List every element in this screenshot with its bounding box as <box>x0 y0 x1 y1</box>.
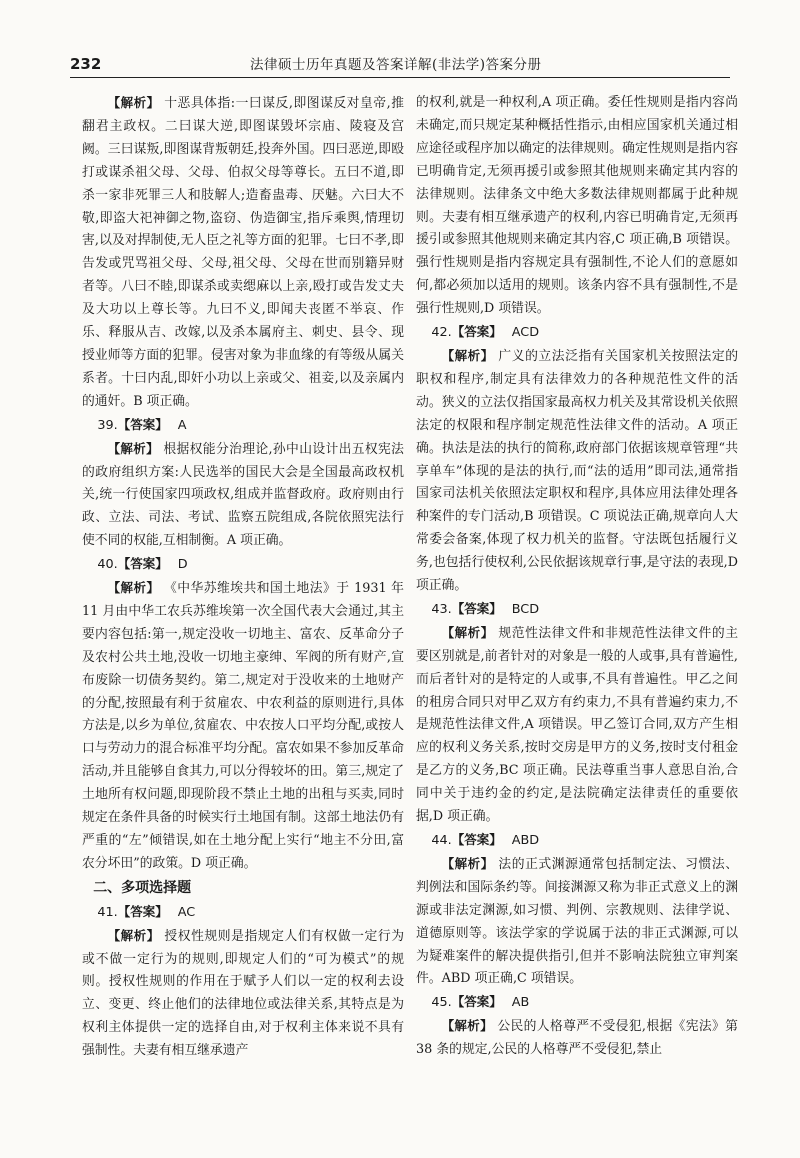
analysis-42-text: 广义的立法泛指有关国家机关按照法定的职权和程序,制定具有法律效力的各种规范性文件的活动。狭义的立法仅指国家最高权力机关及其常设机关依照法定的权限和程序制定规范性法律文件的活动。A 项正确。执法是法的执行的简称,政府部门依据该规章管理“共享单车”体现的是法的执行,而“法的适用”即司法,通常指国家司法机关依照法定职权和程序,具体应用法律处理各种案件的专门活动,B 项错误。C 项说法正确,规章向人大常委会备案,体现了权力机关的监督。守法既包括履行义务,也包括行使权利,公民依据该规章行事,是守法的表现,D 项正确。 <box>416 348 738 594</box>
analysis-label: 【解析】 <box>107 95 160 110</box>
analysis-41 <box>82 925 404 1063</box>
analysis-44-text: 法的正式渊源通常包括制定法、习惯法、判例法和国际条约等。间接渊源又称为非正式意义上的渊源或非法定渊源,如习惯、判例、宗教规则、法律学说、道德原则等。该法学家的学说属于法的非正式渊源,可以为疑难案件的解决提供指引,但并不影响法院独立审判案件。ABD 项正确,C 项错误。 <box>416 856 738 987</box>
question-number: 44. <box>431 833 452 848</box>
analysis-39 <box>82 438 404 554</box>
answer-44 <box>416 829 738 853</box>
left-column <box>82 92 404 1063</box>
answer-43 <box>416 598 738 622</box>
answer-45 <box>416 991 738 1015</box>
page-header <box>70 48 730 78</box>
answer-label: 【答案】 <box>451 600 502 616</box>
answer-value: BCD <box>511 601 540 617</box>
analysis-41-text: 授权性规则是指规定人们有权做一定行为或不做一定行为的规则,即规定人们的“可为模式”的规则。授权性规则的作用在于赋予人们以一定的权利去设立、变更、终止他们的法律地位或法律关系,其特点是为权利主体提供一定的选择自由,对于权利主体来说不具有强制性。夫妻有相互继承遗产 <box>82 928 404 1059</box>
analysis-43-text: 规范性法律文件和非规范性法律文件的主要区别就是,前者针对的对象是一般的人或事,具有普遍性,而后者针对的是特定的人或事,不具有普遍性。甲乙之间的租房合同只对甲乙双方有约束力,不具有普遍约束力,不是规范性法律文件,A 项错误。甲乙签订合同,双方产生相应的权利义务关系,按时交房是甲方的义务,按时支付租金是乙方的义务,BC 项正确。民法尊重当事人意思自治,合同中关于违约金的约定,是法院确定法律责任的重要依据,D 项正确。 <box>416 625 738 825</box>
analysis-41-continued: 的权利,就是一种权利,A 项正确。委任性规则是指内容尚未确定,而只规定某种概括性指示,由相应国家机关通过相应途径或程序加以确定的法律规则。确定性规则是指内容已明确肯定,无须再援引或参照其他规则来确定其内容的法律规则。法律条文中绝大多数法律规则都属于此种规则。夫妻有相互继承遗产的权利,内容已明确肯定,无须再援引或参照其他规则来确定其内容,C 项正确,B 项错误。强行性规则是指内容规定具有强制性,不论人们的意愿如何,都必须加以适用的规则。该条内容不具有强制性,不是强行性规则,D 项错误。 <box>416 95 738 317</box>
analysis-40 <box>82 577 404 876</box>
analysis-38-text: 十恶具体指:一曰谋反,即图谋反对皇帝,推翻君主政权。二曰谋大逆,即图谋毁坏宗庙、陵寝及宫阙。三曰谋叛,即图谋背叛朝廷,投奔外国。四曰恶逆,即殴打或谋杀祖父母、父母、伯叔父母等尊长。五曰不道,即杀一家非死罪三人和肢解人;造畜蛊毒、厌魅。六曰大不敬,即盗大祀神御之物,盗窃、伪造御宝,指斥乘舆,情理切害,以及对捍制使,无人臣之礼等方面的犯罪。七曰不孝,即告发或咒骂祖父母、父母,祖父母、父母在世而别籍异财者等。八曰不睦,即谋杀或卖缌麻以上亲,殴打或告发丈夫及大功以上尊长等。九曰不义,即闻夫丧匿不举哀、作乐、释服从吉、改嫁,以及杀本属府主、刺史、县令、现授业师等方面的犯罪。侵害对象为非血缘的有等级从属关系者。十曰内乱,即奸小功以上亲或父、祖妾,以及亲属内的通奸。B 项正确。 <box>82 96 404 409</box>
analysis-43 <box>416 622 738 829</box>
answer-value: AC <box>177 904 196 920</box>
page-number: 232 <box>70 55 102 73</box>
answer-value: D <box>177 557 188 573</box>
answer-label: 【答案】 <box>451 994 502 1010</box>
question-number: 42. <box>431 325 452 341</box>
analysis-label: 【解析】 <box>441 855 494 871</box>
answer-value: ACD <box>511 325 540 341</box>
answer-42 <box>416 321 738 345</box>
analysis-44 <box>416 853 738 991</box>
answer-label: 【答案】 <box>117 903 168 919</box>
analysis-45 <box>416 1015 738 1062</box>
analysis-39-text: 根据权能分治理论,孙中山设计出五权宪法的政府组织方案:人民选举的国民大会是全国最高政权机关,统一行使国家四项政权,组成并监督政府。政府则由行政、立法、司法、考试、监察五院组成,各院依照宪法行使不同的权能,互相制衡。A 项正确。 <box>82 441 404 549</box>
answer-label: 【答案】 <box>451 324 502 340</box>
analysis-label: 【解析】 <box>107 440 159 456</box>
analysis-label: 【解析】 <box>441 1018 493 1034</box>
section-title: 二、多项选择题 <box>93 879 192 896</box>
answer-label: 【答案】 <box>451 832 502 847</box>
analysis-label: 【解析】 <box>107 580 160 596</box>
answer-label: 【答案】 <box>117 556 168 572</box>
answer-39 <box>82 414 404 438</box>
answer-value: ABD <box>511 833 540 848</box>
question-number: 45. <box>431 995 452 1011</box>
question-number: 39. <box>97 417 118 433</box>
right-column <box>416 92 738 1062</box>
analysis-40-text: 《中华苏维埃共和国土地法》于 1931 年 11 月由中华工农兵苏维埃第一次全国代表大会通过,其主要内容包括:第一,规定没收一切地主、富农、反革命分子及农村公共土地,没收一切地主豪绅、军阀的所有财产,宣布废除一切债务契约。第二,规定对于没收来的土地财产的分配,按照最有利于贫雇农、中农利益的原则进行,具体方法是,以乡为单位,贫雇农、中农按人口平均分配,或按人口与劳动力的混合标准平均分配。富农如果不参加反革命活动,并且能够自食其力,可以分得较坏的田。第三,规定了土地所有权问题,即现阶段不禁止土地的出租与买卖,同时规定在条件具备的时候实行土地国有制。这部土地法仍有严重的“左”倾错误,如在土地分配上实行“地主不分田,富农分坏田”的政策。D 项正确。 <box>82 581 404 871</box>
question-number: 40. <box>97 557 118 573</box>
running-title: 法律硕士历年真题及答案详解(非法学)答案分册 <box>250 57 542 73</box>
question-number: 41. <box>97 904 118 920</box>
answer-label: 【答案】 <box>117 416 168 432</box>
answer-value: AB <box>511 995 530 1011</box>
analysis-42 <box>416 345 738 598</box>
analysis-label: 【解析】 <box>107 927 160 943</box>
analysis-45-text: 公民的人格尊严不受侵犯,根据《宪法》第 38 条的规定,公民的人格尊严不受侵犯,禁止 <box>416 1019 738 1058</box>
answer-40 <box>82 553 404 577</box>
analysis-38 <box>82 92 404 414</box>
question-number: 43. <box>431 601 452 617</box>
answer-41 <box>82 901 404 925</box>
analysis-label: 【解析】 <box>441 347 494 363</box>
analysis-label: 【解析】 <box>441 624 494 640</box>
answer-value: A <box>177 417 187 433</box>
